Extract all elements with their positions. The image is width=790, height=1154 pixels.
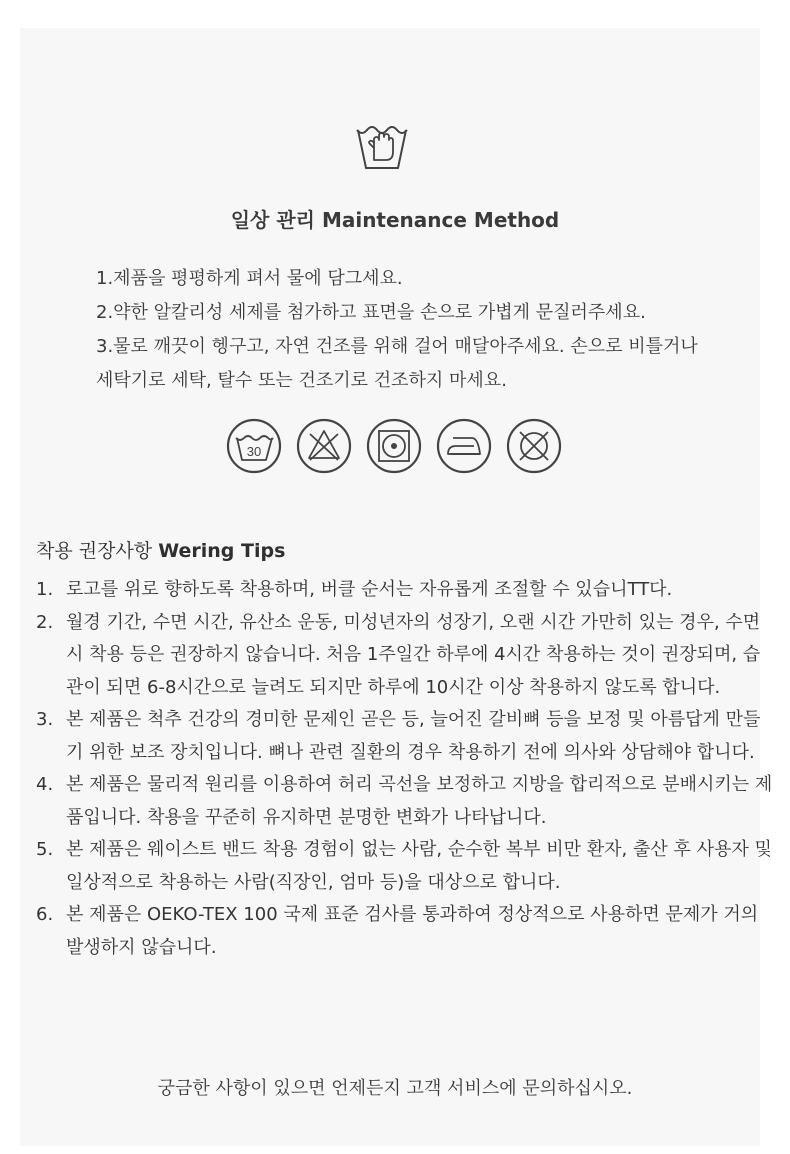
list-item — [36, 607, 776, 705]
tip-text: 본 제품은 물리적 원리를 이용하여 허리 곡선을 보정하고 지방을 합리적으로 분배시키는 제품입니다. 착용을 꾸준히 유지하면 분명한 변화가 나타납니다. — [66, 774, 773, 828]
wash-temperature-label: 30 — [246, 444, 262, 459]
maintenance-step: 2.약한 알칼리성 세제를 첨가하고 표면을 손으로 가볍게 문질러주세요. — [96, 302, 646, 323]
list-item — [36, 769, 776, 834]
tip-number: 1. — [36, 579, 54, 600]
no-wring-icon — [506, 418, 562, 474]
tip-text: 본 제품은 웨이스트 밴드 착용 경험이 없는 사람, 순수한 복부 비만 환자, 출산 후 사용자 및 일상적으로 착용하는 사람(직장인, 엄마 등)을 대상으로 합니다. — [66, 839, 772, 893]
list-item — [36, 574, 776, 607]
care-icons-row — [226, 418, 566, 474]
tips-title — [36, 536, 285, 563]
list-item — [36, 704, 776, 769]
maintenance-step: 1.제품을 평평하게 펴서 물에 담그세요. — [96, 268, 403, 289]
tip-text: 본 제품은 척추 건강의 경미한 문제인 곧은 등, 늘어진 갈비뼈 등을 보정 및 아름답게 만들기 위한 보조 장치입니다. 뼈나 관련 질환의 경우 착용하기 전에 의사와 상담해야 합니다. — [66, 709, 761, 763]
maintenance-steps — [96, 262, 766, 398]
tips-list — [36, 574, 776, 964]
tip-number: 6. — [36, 904, 54, 925]
tip-text: 로고를 위로 향하도록 착용하며, 버클 순서는 자유롭게 조절할 수 있습니TT다. — [66, 579, 673, 600]
tips-title-ko: 착용 권장사항 — [36, 540, 159, 562]
hand-wash-icon — [354, 116, 410, 172]
tip-number: 4. — [36, 774, 54, 795]
tips-title-en: Wering Tips — [158, 540, 286, 562]
list-item — [36, 899, 776, 964]
list-item — [36, 834, 776, 899]
maintenance-step: 세탁기로 세탁, 탈수 또는 건조기로 건조하지 마세요. — [96, 370, 507, 391]
tip-text: 본 제품은 OEKO-TEX 100 국제 표준 검사를 통과하여 정상적으로 사용하면 문제가 거의 발생하지 않습니다. — [66, 904, 759, 958]
maintenance-step: 3.물로 깨끗이 헹구고, 자연 건조를 위해 걸어 매달아주세요. 손으로 비틀거나 — [96, 336, 698, 357]
tip-text: 월경 기간, 수면 시간, 유산소 운동, 미성년자의 성장기, 오랜 시간 가만히 있는 경우, 수면 시 착용 등은 권장하지 않습니다. 처음 1주일간 하루에 4시간 착용하는 것이 권장되며, 습관이 되면 6-8시간으로 늘려도 되지만 하루에 10시간 이상 착용하지 않도록 합니다. — [66, 611, 761, 698]
tip-number: 2. — [36, 611, 54, 633]
tip-number: 5. — [36, 839, 54, 860]
footer-note: 궁금한 사항이 있으면 언제든지 고객 서비스에 문의하십시오. — [157, 1078, 633, 1099]
no-bleach-icon — [296, 418, 352, 474]
maintenance-title: 일상 관리 Maintenance Method — [230, 208, 560, 232]
iron-low-icon — [436, 418, 492, 474]
tip-number: 3. — [36, 709, 54, 730]
tumble-dry-icon — [366, 418, 422, 474]
wash-30-icon — [226, 418, 282, 474]
